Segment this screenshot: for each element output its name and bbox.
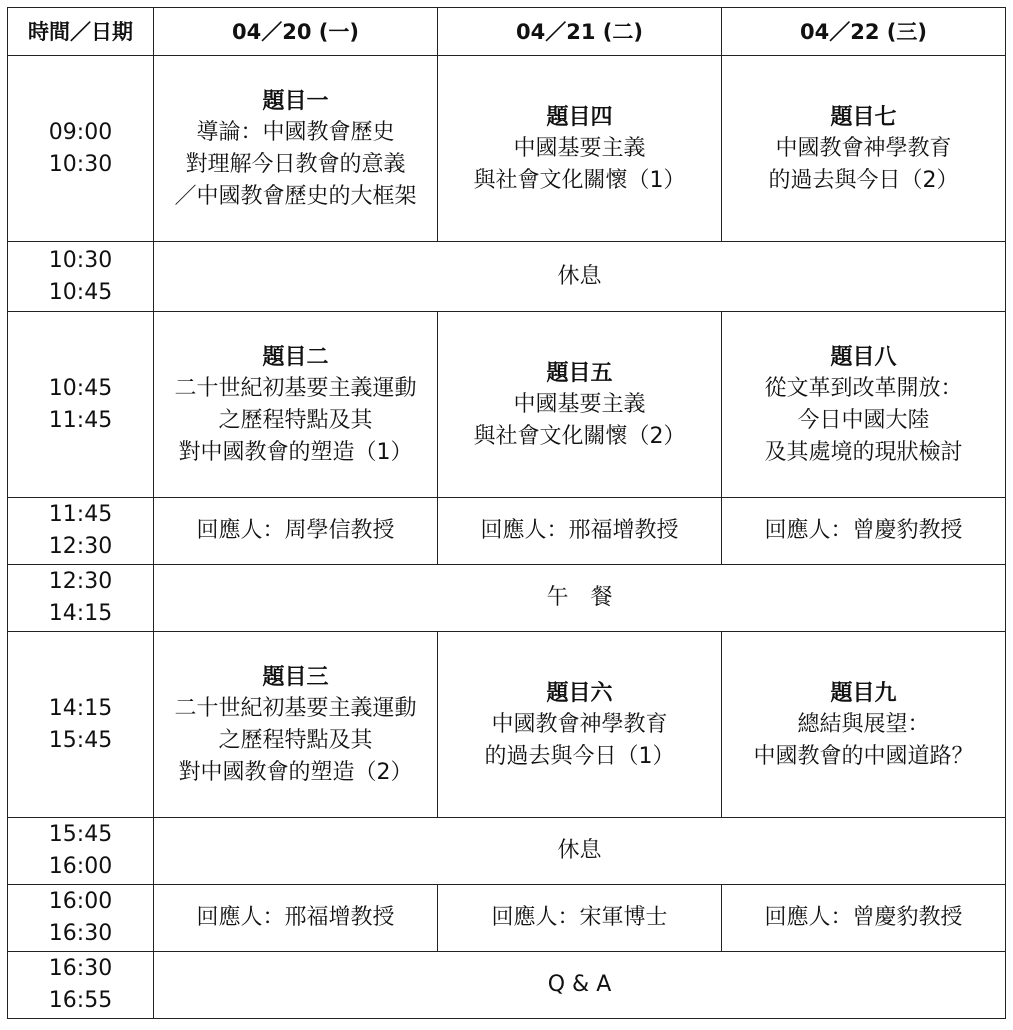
- topic-line: 對中國教會的塑造（2）: [178, 759, 413, 785]
- topic-line: 導論：中國教會歷史: [196, 119, 395, 145]
- session-cell: [438, 632, 722, 818]
- topic-title: 題目二: [262, 343, 329, 370]
- table-row: [8, 242, 1006, 312]
- slot-start: 16:30: [48, 956, 113, 981]
- session-cell: [154, 632, 438, 818]
- table-row: [8, 498, 1006, 565]
- slot-start: 14:15: [48, 695, 113, 721]
- topic-title: 題目六: [546, 679, 613, 706]
- slot-end: 16:30: [48, 921, 113, 946]
- break-cell: 休息: [154, 242, 1006, 312]
- time-slot: [8, 565, 154, 632]
- session-cell: [722, 632, 1006, 818]
- responder-cell: 回應人：曾慶豹教授: [722, 885, 1006, 952]
- time-slot: [8, 56, 154, 242]
- time-slot: [8, 498, 154, 565]
- topic-line: 中國教會神學教育: [491, 711, 668, 737]
- table-row: [8, 818, 1006, 885]
- topic-line: 與社會文化關懷（1）: [473, 167, 686, 193]
- day-header-3: 04／22 (三): [722, 8, 1006, 56]
- topic-line: 對中國教會的塑造（1）: [178, 439, 413, 465]
- session-cell: [438, 56, 722, 242]
- topic-line: 的過去與今日（2）: [768, 167, 959, 193]
- topic-title: 題目九: [830, 679, 897, 706]
- responder-cell: 回應人：邢福增教授: [438, 498, 722, 565]
- table-row: [8, 952, 1006, 1019]
- topic-line: 中國教會神學教育: [775, 135, 952, 161]
- time-slot: [8, 885, 154, 952]
- topic-line: 二十世紀初基要主義運動: [174, 695, 417, 721]
- slot-end: 12:30: [48, 534, 113, 559]
- topic-line: 的過去與今日（1）: [484, 743, 675, 769]
- slot-start: 10:30: [48, 247, 113, 273]
- session-cell: [154, 56, 438, 242]
- time-slot: [8, 312, 154, 498]
- topic-title: 題目七: [830, 103, 897, 130]
- slot-start: 16:00: [48, 889, 113, 914]
- time-slot: [8, 818, 154, 885]
- topic-title: 題目一: [262, 87, 329, 114]
- topic-line: ／中國教會歷史的大框架: [174, 183, 417, 209]
- lunch-cell: 午 餐: [154, 565, 1006, 632]
- table-row: [8, 56, 1006, 242]
- slot-start: 11:45: [48, 502, 113, 527]
- table-row: [8, 565, 1006, 632]
- day-header-2: 04／21 (二): [438, 8, 722, 56]
- table-row: [8, 885, 1006, 952]
- topic-title: 題目四: [546, 103, 613, 130]
- slot-end: 11:45: [48, 407, 113, 433]
- topic-line: 中國基要主義: [513, 391, 646, 417]
- topic-line: 之歷程特點及其: [218, 727, 373, 753]
- responder-cell: 回應人：曾慶豹教授: [722, 498, 1006, 565]
- slot-start: 09:00: [48, 119, 113, 145]
- slot-start: 10:45: [48, 375, 113, 401]
- topic-title: 題目五: [546, 359, 613, 386]
- table-row: [8, 632, 1006, 818]
- topic-line: 中國教會的中國道路？: [753, 743, 974, 769]
- time-slot: [8, 242, 154, 312]
- topic-line: 二十世紀初基要主義運動: [174, 375, 417, 401]
- slot-start: 12:30: [48, 569, 113, 594]
- responder-cell: 回應人：周學信教授: [154, 498, 438, 565]
- time-date-header: 時間／日期: [8, 8, 154, 56]
- topic-line: 今日中國大陸: [797, 407, 930, 433]
- responder-cell: 回應人：宋軍博士: [438, 885, 722, 952]
- topic-title: 題目三: [262, 663, 329, 690]
- schedule-table: [7, 7, 1006, 1019]
- break-cell: 休息: [154, 818, 1006, 885]
- slot-end: 15:45: [48, 727, 113, 753]
- topic-line: 及其處境的現狀檢討: [764, 439, 963, 465]
- responder-cell: 回應人：邢福增教授: [154, 885, 438, 952]
- session-cell: [154, 312, 438, 498]
- qa-cell: Q & A: [154, 952, 1006, 1019]
- topic-line: 對理解今日教會的意義: [185, 151, 406, 177]
- topic-line: 之歷程特點及其: [218, 407, 373, 433]
- time-slot: [8, 632, 154, 818]
- day-header-1: 04／20 (一): [154, 8, 438, 56]
- slot-end: 16:00: [48, 854, 113, 879]
- slot-end: 14:15: [48, 601, 113, 626]
- session-cell: [438, 312, 722, 498]
- topic-line: 與社會文化關懷（2）: [473, 423, 686, 449]
- session-cell: [722, 312, 1006, 498]
- session-cell: [722, 56, 1006, 242]
- time-slot: [8, 952, 154, 1019]
- topic-line: 從文革到改革開放：: [764, 375, 963, 401]
- slot-end: 10:45: [48, 279, 113, 305]
- table-row: [8, 312, 1006, 498]
- slot-start: 15:45: [48, 822, 113, 847]
- topic-line: 總結與展望：: [797, 711, 930, 737]
- slot-end: 16:55: [48, 988, 113, 1013]
- slot-end: 10:30: [48, 151, 113, 177]
- header-row: [8, 8, 1006, 56]
- topic-title: 題目八: [830, 343, 897, 370]
- topic-line: 中國基要主義: [513, 135, 646, 161]
